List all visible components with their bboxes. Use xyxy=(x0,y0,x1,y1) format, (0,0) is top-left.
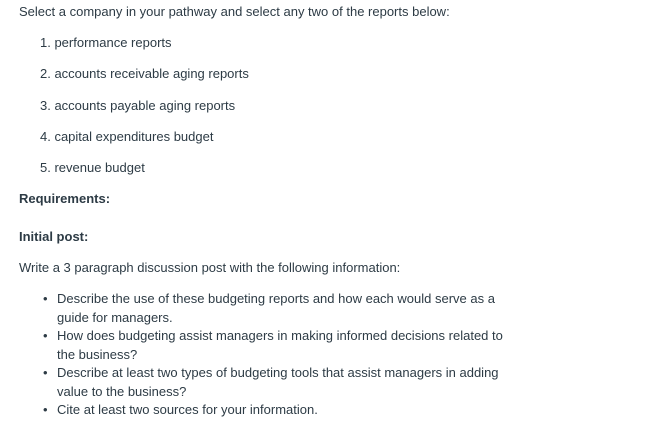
bullet-text: How does budgeting assist managers in making informed decisions related to the business? xyxy=(57,328,503,362)
list-item: 3. accounts payable aging reports xyxy=(40,97,236,113)
list-item: 5. revenue budget xyxy=(40,160,145,175)
bullet-icon: • xyxy=(43,402,48,417)
bullet-icon: • xyxy=(43,365,48,380)
bullet-text: Describe at least two types of budgeting tools that assist managers in adding value to the business? xyxy=(57,365,499,399)
report-list xyxy=(40,35,249,191)
list-item: 1. performance reports xyxy=(40,35,172,50)
requirements-heading: Requirements: xyxy=(19,191,111,206)
bullet-item xyxy=(43,364,507,401)
bullet-item xyxy=(43,401,507,420)
requirements-bullet-list xyxy=(43,290,507,420)
bullet-text: Describe the use of these budgeting reports and how each would serve as a guide for managers. xyxy=(57,291,495,325)
bullet-text: Cite at least two sources for your information. xyxy=(57,402,318,417)
bullet-icon: • xyxy=(43,291,48,306)
initial-post-heading: Initial post: xyxy=(19,229,89,244)
intro-text: Select a company in your pathway and select any two of the reports below: xyxy=(19,4,450,19)
list-item: 4. capital expenditures budget xyxy=(40,128,214,144)
bullet-item xyxy=(43,327,507,364)
bullet-item xyxy=(43,290,507,327)
bullet-icon: • xyxy=(43,328,48,343)
list-item: 2. accounts receivable aging reports xyxy=(40,66,249,82)
write-instruction: Write a 3 paragraph discussion post with the following information: xyxy=(19,260,401,275)
